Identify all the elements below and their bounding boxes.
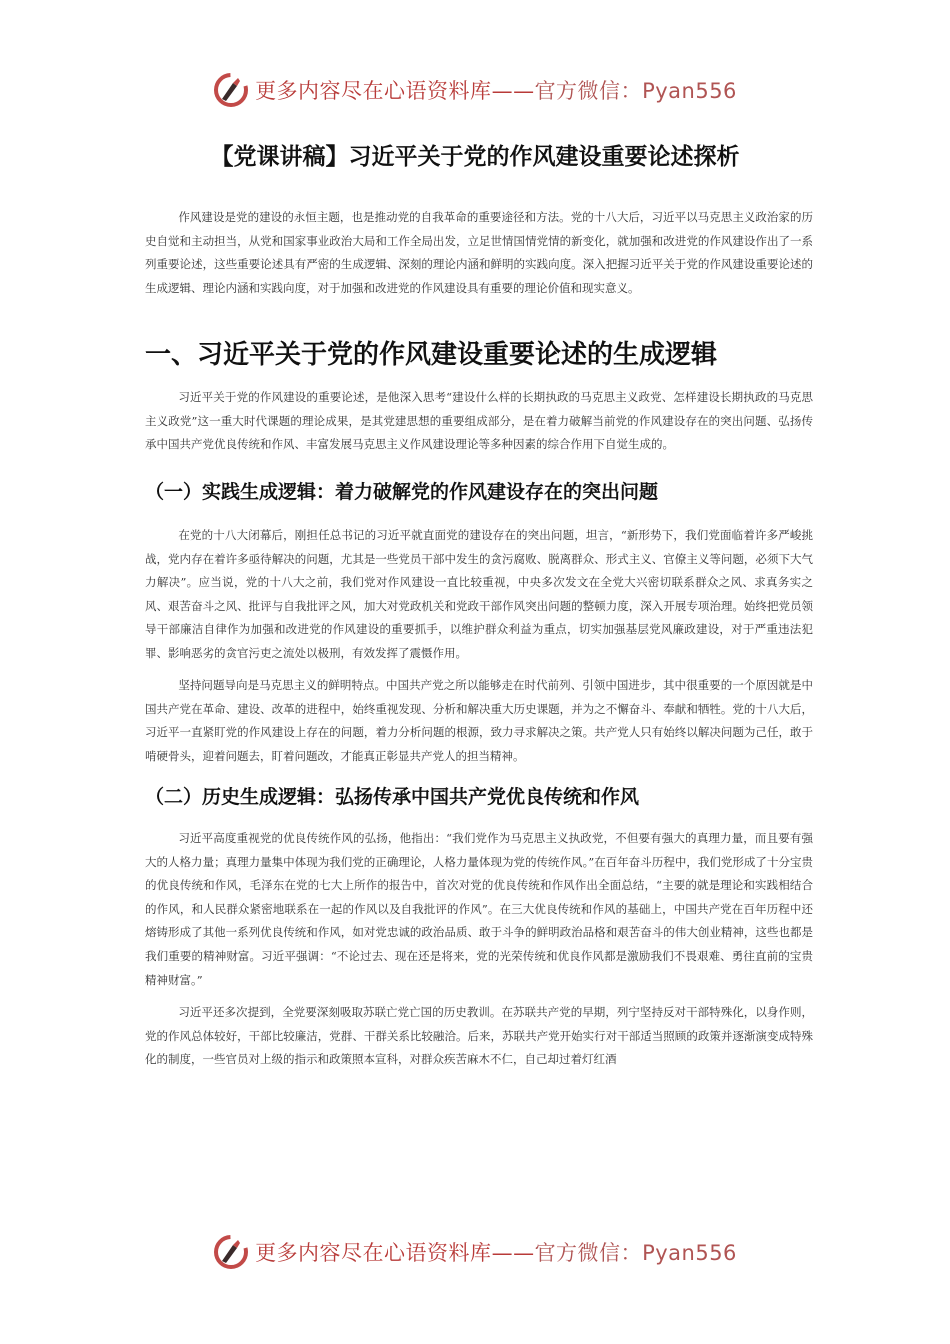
ink-brush-logo-icon	[213, 1234, 249, 1270]
ink-brush-logo-icon	[213, 72, 249, 108]
section-1-intro-paragraph: 习近平关于党的作风建设的重要论述，是他深入思考“建设什么样的长期执政的马克思主义政党、怎样建设长期执政的马克思主义政党”这一重大时代课题的理论成果，是其党建思想的重要组成部分，是在着力破解当前党的作风建设存在的突出问题、弘扬传承中国共产党优良传统和作风、丰富发展马克思主义作风建设理论等多种因素的综合作用下自觉生成的。	[145, 390, 813, 452]
section-heading-1: 一、习近平关于党的作风建设重要论述的生成逻辑	[145, 340, 718, 370]
banner-text: 更多内容尽在心语资料库——官方微信：Pyan556	[255, 1241, 737, 1265]
footer-watermark-banner	[0, 1234, 950, 1270]
banner-text: 更多内容尽在心语资料库——官方微信：Pyan556	[255, 79, 737, 103]
subsection-2-paragraph-1: 习近平高度重视党的优良传统作风的弘扬，他指出：“我们党作为马克思主义执政党，不但要有强大的真理力量，而且要有强大的人格力量；真理力量集中体现为我们党的正确理论，人格力量体现为党的传统作风。”在百年奋斗历程中，我们党形成了十分宝贵的优良传统和作风，毛泽东在党的七大上所作的报告中，首次对党的优良传统和作风作出全面总结，“主要的就是理论和实践相结合的作风，和人民群众紧密地联系在一起的作风以及自我批评的作风”。在三大优良传统和作风的基础上，中国共产党在百年历程中还熔铸形成了其他一系列优良传统和作风，如对党忠诚的政治品质、敢于斗争的鲜明政治品格和艰苦奋斗的伟大创业精神，这些也都是我们重要的精神财富。习近平强调：“不论过去、现在还是将来，党的光荣传统和优良作风都是激励我们不畏艰难、勇往直前的宝贵精神财富。”	[145, 831, 813, 987]
subsection-heading-2: （二）历史生成逻辑：弘扬传承中国共产党优良传统和作风	[145, 786, 640, 808]
document-title: 【党课讲稿】习近平关于党的作风建设重要论述探析	[210, 144, 740, 170]
subsection-heading-1: （一）实践生成逻辑：着力破解党的作风建设存在的突出问题	[145, 481, 659, 503]
subsection-2-paragraph-2: 习近平还多次提到，全党要深刻吸取苏联亡党亡国的历史教训。在苏联共产党的早期，列宁坚持反对干部特殊化，以身作则，党的作风总体较好，干部比较廉洁，党群、干群关系比较融洽。后来，苏联共产党开始实行对干部适当照顾的政策并逐渐演变成特殊化的制度，一些官员对上级的指示和政策照本宣科，对群众疾苦麻木不仁，自己却过着灯红酒	[145, 1005, 813, 1067]
subsection-1-paragraph-2: 坚持问题导向是马克思主义的鲜明特点。中国共产党之所以能够走在时代前列、引领中国进步，其中很重要的一个原因就是中国共产党在革命、建设、改革的进程中，始终重视发现、分析和解决重大历史课题，并为之不懈奋斗、奉献和牺牲。党的十八大后，习近平一直紧盯党的作风建设上存在的问题，着力分析问题的根源，致力寻求解决之策。共产党人只有始终以解决问题为己任，敢于啃硬骨头，迎着问题去，盯着问题改，才能真正彰显共产党人的担当精神。	[145, 678, 813, 763]
header-watermark-banner	[0, 72, 950, 108]
subsection-1-paragraph-1: 在党的十八大闭幕后，刚担任总书记的习近平就直面党的建设存在的突出问题，坦言，“新形势下，我们党面临着许多严峻挑战，党内存在着许多亟待解决的问题，尤其是一些党员干部中发生的贪污腐败、脱离群众、形式主义、官僚主义等问题，必须下大气力解决”。应当说，党的十八大之前，我们党对作风建设一直比较重视，中央多次发文在全党大兴密切联系群众之风、求真务实之风、艰苦奋斗之风、批评与自我批评之风，加大对党政机关和党政干部作风突出问题的整顿力度，深入开展专项治理。始终把党员领导干部廉洁自律作为加强和改进党的作风建设的重要抓手，以维护群众利益为重点，切实加强基层党风廉政建设，对于严重违法犯罪、影响恶劣的贪官污吏之流处以极刑，有效发挥了震慑作用。	[145, 528, 813, 660]
intro-paragraph: 作风建设是党的建设的永恒主题，也是推动党的自我革命的重要途径和方法。党的十八大后，习近平以马克思主义政治家的历史自觉和主动担当，从党和国家事业政治大局和工作全局出发，立足世情国情党情的新变化，就加强和改进党的作风建设作出了一系列重要论述，这些重要论述具有严密的生成逻辑、深刻的理论内涵和鲜明的实践向度。深入把握习近平关于党的作风建设重要论述的生成逻辑、理论内涵和实践向度，对于加强和改进党的作风建设具有重要的理论价值和现实意义。	[145, 210, 813, 295]
